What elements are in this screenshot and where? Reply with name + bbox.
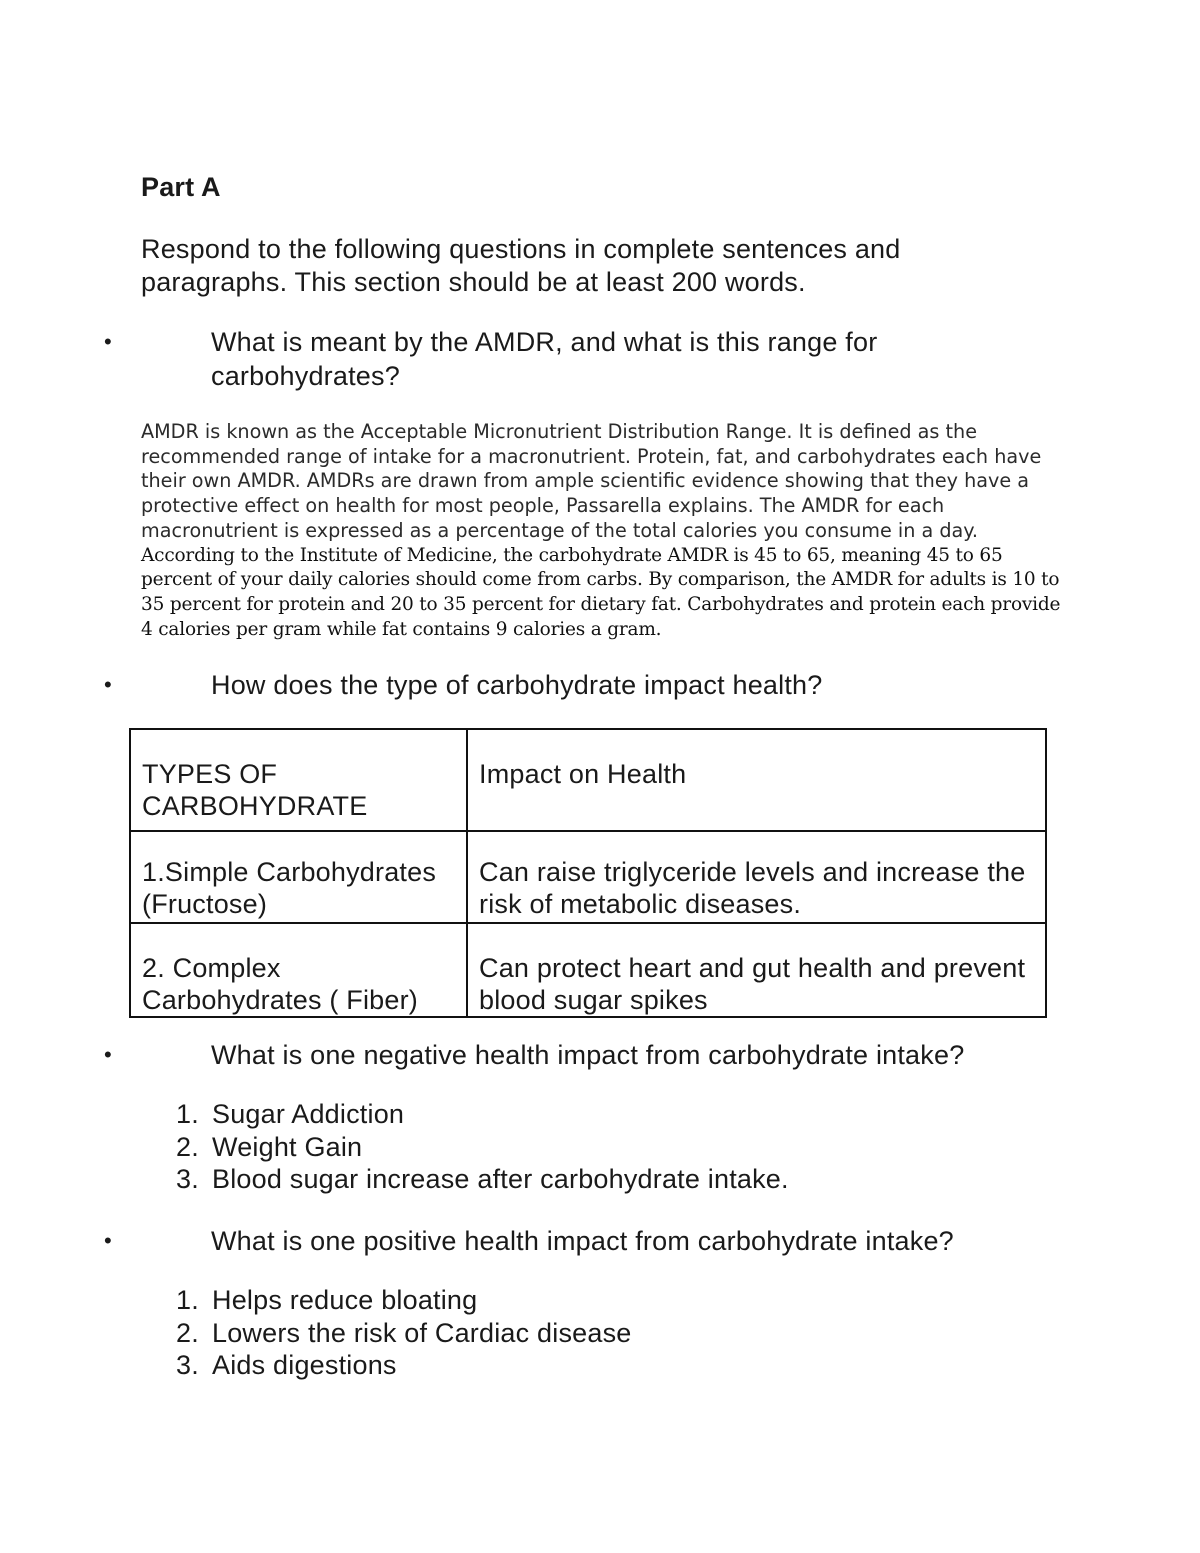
list-number: 1.	[176, 1099, 199, 1129]
table-cell: 1.Simple Carbohydrates (Fructose)	[130, 831, 467, 923]
answer-paragraph-serif: According to the Institute of Medicine, the carbohydrate AMDR is 45 to 65, meaning 45 to 65 percent of your daily calories should come from carbs. By comparison, the AMDR for adults is 10 to 35 percent for protein and 20 to 35 percent for dietary fat. Carbohydrates and protein each provide 4 calories per gram while fat contains 9 calories a gram.	[141, 544, 1061, 640]
question-positive-impact	[141, 1224, 1081, 1258]
part-heading: Part A	[141, 172, 221, 202]
question-carb-type	[141, 668, 1001, 702]
table-cell: Can protect heart and gut health and prevent blood sugar spikes	[467, 923, 1046, 1017]
list-item	[176, 1131, 789, 1164]
bullet-icon: •	[104, 329, 112, 354]
carbohydrate-table	[129, 728, 1047, 1018]
bullet-icon: •	[104, 1228, 112, 1253]
list-item	[176, 1163, 789, 1196]
intro-instructions: Respond to the following questions in complete sentences and paragraphs. This section should be at least 200 words.	[141, 234, 901, 297]
list-item	[176, 1284, 632, 1317]
answer-paragraph-sans: AMDR is known as the Acceptable Micronutrient Distribution Range. It is defined as the recommended range of intake for a macronutrient. Protein, fat, and carbohydrates each have their own AMDR. AMDRs are drawn from ample scientific evidence showing that they have a protective effect on health for most people, Passarella explains. The AMDR for each macronutrient is expressed as a percentage of the total calories you consume in a day.	[141, 420, 1042, 542]
list-item	[176, 1349, 632, 1382]
list-number: 3.	[176, 1164, 199, 1194]
list-text: Helps reduce bloating	[212, 1285, 478, 1315]
table-cell: Can raise triglyceride levels and increase the risk of metabolic diseases.	[467, 831, 1046, 923]
list-item	[176, 1098, 789, 1131]
negative-impact-list	[176, 1098, 789, 1196]
table-header-cell: TYPES OF CARBOHYDRATE	[130, 729, 467, 831]
list-text: Sugar Addiction	[212, 1099, 405, 1129]
question-text: What is one positive health impact from carbohydrate intake?	[211, 1226, 954, 1256]
list-text: Weight Gain	[212, 1131, 363, 1162]
bullet-icon: •	[104, 672, 112, 697]
question-text: What is meant by the AMDR, and what is this range for carbohydrates?	[211, 327, 878, 391]
list-text: Lowers the risk of Cardiac disease	[212, 1317, 632, 1348]
positive-impact-list	[176, 1284, 632, 1382]
table-cell: 2. Complex Carbohydrates ( Fiber)	[130, 923, 467, 1017]
table-header-row	[130, 729, 1046, 831]
bullet-icon: •	[104, 1042, 112, 1067]
list-number: 1.	[176, 1285, 199, 1315]
question-text: How does the type of carbohydrate impact health?	[211, 670, 823, 700]
table-row	[130, 831, 1046, 923]
question-amdr	[141, 325, 1001, 393]
list-number: 3.	[176, 1350, 199, 1380]
list-number: 2.	[176, 1317, 199, 1348]
list-item	[176, 1317, 632, 1350]
list-text: Aids digestions	[212, 1350, 397, 1380]
table-header-cell: Impact on Health	[467, 729, 1046, 831]
list-number: 2.	[176, 1131, 199, 1162]
table-row	[130, 923, 1046, 1017]
question-text: What is one negative health impact from carbohydrate intake?	[211, 1040, 965, 1070]
answer-amdr	[141, 420, 1061, 642]
question-negative-impact	[141, 1038, 1081, 1072]
list-text: Blood sugar increase after carbohydrate intake.	[212, 1164, 789, 1194]
